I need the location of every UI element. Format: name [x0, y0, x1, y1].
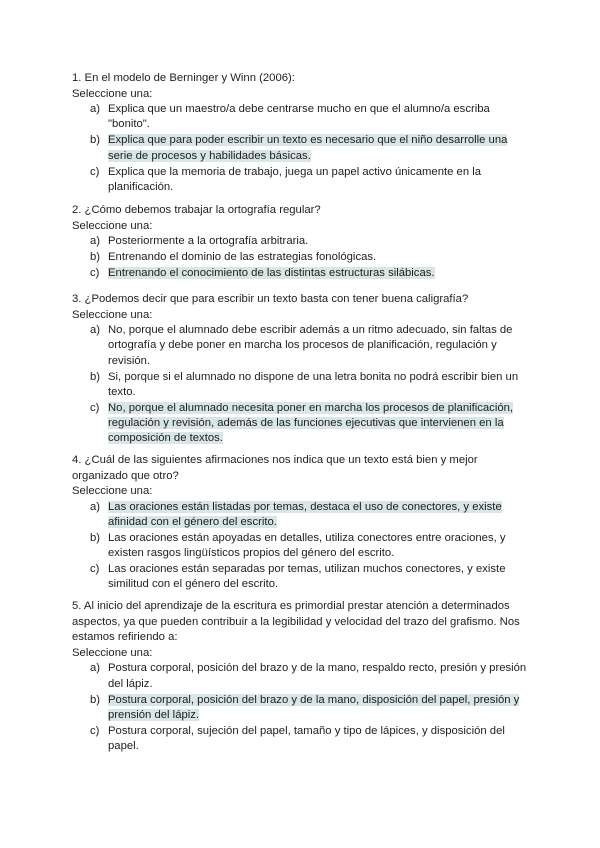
option-text — [108, 724, 532, 754]
question-1 — [72, 71, 532, 196]
option-a — [72, 102, 532, 132]
select-label: Seleccione una: — [72, 646, 153, 659]
option-text — [108, 370, 532, 400]
option-text — [108, 133, 532, 163]
option-letter: a) — [90, 324, 101, 337]
option-b — [72, 370, 532, 400]
option-text — [108, 165, 532, 195]
highlighted-answer: Las oraciones están listadas por temas, destaca el uso de conectores, y existe afinidad con el género del escrito. — [108, 500, 502, 528]
option-letter: a) — [90, 103, 101, 116]
option-text — [108, 234, 532, 249]
option-text-content: Entrenando el dominio de las estrategias fonológicas. — [108, 251, 377, 264]
question-text: 1. En el modelo de Berninger y Winn (2006): — [72, 72, 295, 84]
option-text-content: Posteriormente a la ortografía arbitraria. — [108, 235, 309, 248]
option-text-content: Si, porque si el alumnado no dispone de una letra bonita no podrá escribir bien un texto. — [108, 370, 519, 398]
option-text-content: Postura corporal, sujeción del papel, tamaño y tipo de lápices, y disposición del papel. — [108, 724, 505, 752]
option-letter: c) — [90, 724, 100, 737]
option-letter: a) — [90, 500, 101, 513]
option-text-content: Las oraciones están separadas por temas, utilizan muchos conectores, y existe similitud con el género del escrito. — [108, 563, 506, 591]
question-text: 2. ¿Cómo debemos trabajar la ortografía regular? — [72, 204, 321, 216]
options-list — [72, 500, 532, 593]
options-list — [72, 102, 532, 195]
option-text — [108, 266, 532, 281]
option-text — [108, 401, 532, 447]
highlighted-answer: Entrenando el conocimiento de las distintas estructuras silábicas. — [108, 267, 435, 280]
option-c — [72, 266, 532, 281]
option-letter: b) — [90, 693, 101, 706]
select-label: Seleccione una: — [72, 87, 153, 100]
option-text — [108, 250, 532, 265]
option-letter: c) — [90, 563, 100, 576]
option-letter: b) — [90, 531, 101, 544]
option-letter: b) — [90, 251, 101, 264]
option-letter: c) — [90, 401, 100, 414]
option-letter: b) — [90, 134, 101, 147]
highlighted-answer: Postura corporal, posición del brazo y de la mano, disposición del papel, presión y prensión del lápiz. — [108, 693, 520, 721]
option-text — [108, 500, 532, 530]
option-text — [108, 531, 532, 561]
question-text: 3. ¿Podemos decir que para escribir un texto basta con tener buena caligrafía? — [72, 293, 469, 305]
option-text — [108, 102, 532, 132]
option-letter: c) — [90, 267, 100, 280]
option-a — [72, 323, 532, 369]
select-label: Seleccione una: — [72, 219, 153, 232]
option-letter: a) — [90, 662, 101, 675]
option-letter: c) — [90, 165, 100, 178]
option-a — [72, 661, 532, 691]
option-b — [72, 133, 532, 163]
question-3 — [72, 292, 532, 447]
option-text — [108, 323, 532, 369]
option-letter: b) — [90, 370, 101, 383]
option-b — [72, 693, 532, 723]
question-4 — [72, 453, 532, 593]
options-list — [72, 234, 532, 281]
option-c — [72, 724, 532, 754]
highlighted-answer: Explica que para poder escribir un texto es necesario que el niño desarrolle una serie de procesos y habilidades básicas. — [108, 134, 508, 162]
question-2 — [72, 203, 532, 282]
option-text-content: Las oraciones están apoyadas en detalles, utiliza conectores entre oraciones, y existen rasgos lingüísticos propios del género del escrito. — [108, 531, 506, 560]
option-text — [108, 693, 532, 723]
option-c — [72, 165, 532, 195]
option-c — [72, 401, 532, 447]
option-text-content: Postura corporal, posición del brazo y de la mano, respaldo recto, presión y presión del lápiz. — [108, 662, 527, 690]
option-a — [72, 234, 532, 249]
question-5 — [72, 599, 532, 755]
option-b — [72, 250, 532, 265]
option-a — [72, 500, 532, 530]
question-text: 5. Al inicio del aprendizaje de la escritura es primordial prestar atención a determinados aspectos, ya que pueden contribuir a la legibilidad y velocidad del trazo del grafismo. Nos estamos refiriendo a: — [72, 600, 520, 644]
highlighted-answer: No, porque el alumnado necesita poner en marcha los procesos de planificación, regulación y revisión, además de las funciones ejecutivas que intervienen en la composición de textos. — [108, 401, 514, 445]
option-text-content: No, porque el alumnado debe escribir además a un ritmo adecuado, sin faltas de ortografía y debe poner en marcha los procesos de planificación, regulación y revisión. — [108, 324, 513, 367]
select-label: Seleccione una: — [72, 308, 153, 321]
question-text: 4. ¿Cuál de las siguientes afirmaciones nos indica que un texto está bien y mejor organizado que otro? — [72, 454, 478, 482]
option-text-content: Explica que un maestro/a debe centrarse mucho en que el alumno/a escriba "bonito". — [108, 103, 490, 131]
option-c — [72, 562, 532, 592]
option-text — [108, 661, 532, 691]
option-text — [108, 562, 532, 592]
option-letter: a) — [90, 235, 101, 248]
option-text-content: Explica que la memoria de trabajo, juega un papel activo únicamente en la planificación. — [108, 165, 482, 193]
options-list — [72, 661, 532, 754]
option-b — [72, 531, 532, 561]
select-label: Seleccione una: — [72, 485, 153, 498]
options-list — [72, 323, 532, 446]
